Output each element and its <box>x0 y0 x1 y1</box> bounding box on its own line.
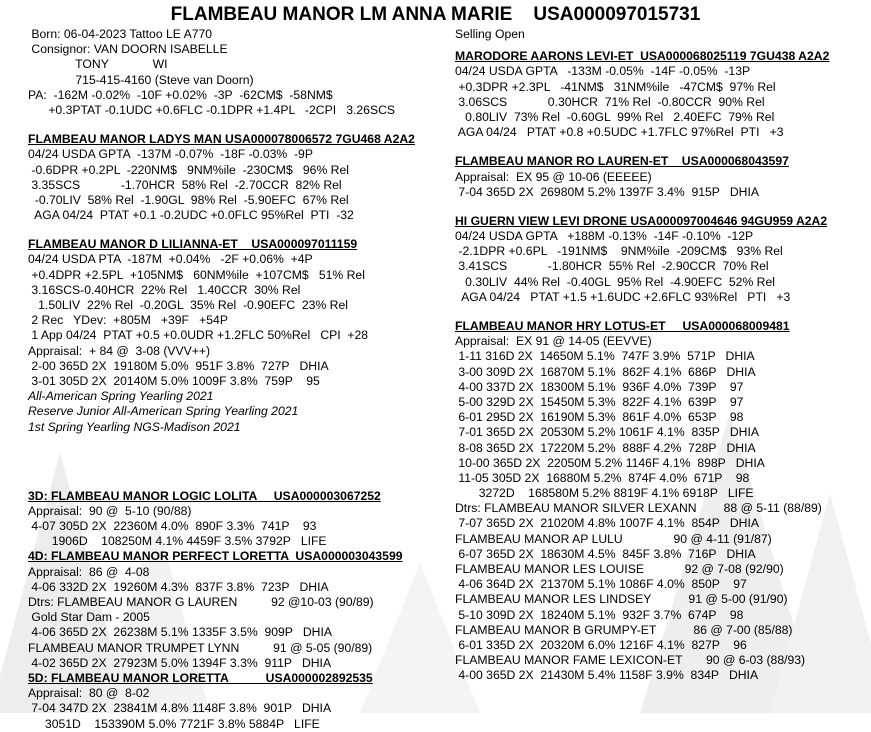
third-dam-block <box>28 489 453 550</box>
dam-line: 3-01 305D 2X 20140M 5.0% 1009F 3.8% 759P 95 <box>28 373 320 388</box>
third-dam-line: 4-07 305D 2X 22360M 4.0% 890F 3.3% 741P 93 <box>28 519 317 534</box>
granddam-line: 7-04 365D 2X 26980M 5.2% 1397F 3.4% 915P DHIA <box>455 184 759 199</box>
selling-status: Selling Open <box>455 27 525 41</box>
fifth-dam-line: Appraisal: 80 @ 8-02 <box>28 686 150 701</box>
lotus-line: FLAMBEAU MANOR FAME LEXICON-ET 90 @ 6-03 (88/93) <box>455 653 806 668</box>
pa-line: PA: -162M -0.02% -10F +0.02% -3P -62CM$ -58NM$ <box>28 87 333 102</box>
left-column <box>28 27 453 732</box>
lotus-line: 7-01 365D 2X 20530M 5.2% 1061F 4.1% 835P DHIA <box>455 425 759 440</box>
lotus-line: 5-10 309D 2X 18240M 5.1% 932F 3.7% 674P 98 <box>455 607 744 622</box>
fourth-dam-line: Dtrs: FLAMBEAU MANOR G LAUREN 92 @10-03 (90/89) <box>28 595 374 609</box>
lotus-line: Dtrs: FLAMBEAU MANOR SILVER LEXANN 88 @ 5-11 (88/89) <box>455 501 822 516</box>
lotus-line: 6-01 335D 2X 20320M 6.0% 1216F 4.1% 827P 96 <box>455 637 747 652</box>
fifth-dam-line: 3051D 153390M 5.0% 7721F 3.8% 5884P LIFE <box>28 716 320 731</box>
dam-line: 3.16SCS-0.40HCR 22% Rel 1.40CCR 30% Rel <box>28 282 301 297</box>
fourth-dam-line: 4-02 365D 2X 27923M 5.0% 1394F 3.3% 911P DHIA <box>28 655 332 670</box>
mggs-line: 04/24 USDA GPTA +188M -0.13% -14F -0.10% -12P <box>455 229 754 244</box>
fourth-dam-line: Gold Star Dam - 2005 <box>28 610 150 625</box>
dam-line: 1 App 04/24 PTAT +0.5 +0.0UDR +1.2FLC 50%Rel CPI +28 <box>28 328 369 343</box>
sire-block <box>28 132 453 223</box>
consignor: Consignor: VAN DOORN ISABELLE <box>28 42 228 57</box>
lotus-line: 4-06 364D 2X 21370M 5.1% 1086F 4.0% 850P 97 <box>455 577 747 592</box>
third-dam-line: Appraisal: 90 @ 5-10 (90/88) <box>28 503 192 518</box>
mggs-line: AGA 04/24 PTAT +1.5 +1.6UDC +2.6FLC 93%Rel PTI +3 <box>455 289 791 304</box>
sire-line: AGA 04/24 PTAT +0.1 -0.2UDC +0.0FLC 95%Rel PTI -32 <box>28 208 354 223</box>
lotus-block <box>455 319 865 684</box>
fourth-dam-heading: 4D: FLAMBEAU MANOR PERFECT LORETTA USA000003043599 <box>28 549 403 564</box>
dam-line: +0.4DPR +2.5PL +105NM$ 60NM%ile +107CM$ 51% Rel <box>28 267 365 282</box>
consignor-phone: 715-415-4160 (Steve van Doorn) <box>28 72 254 87</box>
mgs-line: +0.3DPR +2.3PL -41NM$ 31NM%ile -47CM$ 97% Rel <box>455 79 776 94</box>
consignor-detail: TONY WI <box>28 57 168 72</box>
sire-line: -0.6DPR +0.2PL -220NM$ 9NM%ile -230CM$ 96% Rel <box>28 162 349 177</box>
lotus-line: 11-05 305D 2X 16880M 5.2% 874F 4.0% 671P 98 <box>455 470 750 485</box>
dam-line: 04/24 USDA PTA -187M +0.04% -2F +0.06% +4P <box>28 252 313 267</box>
lotus-line: 6-07 365D 2X 18630M 4.5% 845F 3.8% 716P DHIA <box>455 546 756 561</box>
mgs-heading: MARODORE AARONS LEVI-ET USA000068025119 7GU438 A2A2 <box>455 49 830 64</box>
mggs-line: 0.30LIV 44% Rel -0.40GL 95% Rel -4.90EFC 52% Rel <box>455 274 775 289</box>
lotus-line: 4-00 365D 2X 21430M 5.4% 1158F 3.9% 834P DHIA <box>455 668 759 683</box>
dam-line: 2-00 365D 2X 19180M 5.0% 951F 3.8% 727P DHIA <box>28 358 329 373</box>
dam-line: 1.50LIV 22% Rel -0.20GL 35% Rel -0.90EFC 23% Rel <box>28 298 348 312</box>
mggs-line: -2.1DPR +0.6PL -191NM$ 9NM%ile -209CM$ 93% Rel <box>455 244 783 259</box>
third-dam-heading: 3D: FLAMBEAU MANOR LOGIC LOLITA USA000003067252 <box>28 488 381 503</box>
mggs-heading: HI GUERN VIEW LEVI DRONE USA000097004646 94GU959 A2A2 <box>455 213 828 228</box>
dam-honor: Reserve Junior All-American Spring Yearling 2021 <box>28 404 299 419</box>
dam-honor: All-American Spring Yearling 2021 <box>28 389 214 404</box>
lotus-line: 3-00 309D 2X 16870M 5.1% 862F 4.1% 686P DHIA <box>455 364 756 379</box>
fourth-dam-line: FLAMBEAU MANOR TRUMPET LYNN 91 @ 5-05 (90/89) <box>28 640 373 655</box>
fourth-dam-block <box>28 549 453 671</box>
sire-line: 04/24 USDA GPTA -137M -0.07% -18F -0.03% -9P <box>28 147 313 162</box>
lotus-line: 7-07 365D 2X 21020M 4.8% 1007F 4.1% 854P DHIA <box>455 516 759 531</box>
birth-info: Born: 06-04-2023 Tattoo LE A770 <box>28 27 213 41</box>
fourth-dam-line: 4-06 332D 2X 19260M 4.3% 837F 3.8% 723P DHIA <box>28 579 329 594</box>
fourth-dam-line: 4-06 365D 2X 26238M 5.1% 1335F 3.5% 909P DHIA <box>28 625 332 640</box>
dam-line: Appraisal: + 84 @ 3-08 (VVV++) <box>28 343 211 358</box>
mgs-block <box>455 49 865 140</box>
pa-line: +0.3PTAT -0.1UDC +0.6FLC -0.1DPR +1.4PL -2CPI 3.26SCS <box>28 102 396 117</box>
lotus-line: 6-01 295D 2X 16190M 5.3% 861F 4.0% 653P 98 <box>455 410 744 425</box>
page-title: FLAMBEAU MANOR LM ANNA MARIE USA000097015731 <box>170 4 701 25</box>
intro-block <box>28 27 453 118</box>
third-dam-line: 1906D 108250M 4.1% 4459F 3.5% 3792P LIFE <box>28 534 327 549</box>
mggs-line: 3.41SCS -1.80HCR 55% Rel -2.90CCR 70% Rel <box>455 259 769 274</box>
lotus-line: FLAMBEAU MANOR LES LOUISE 92 @ 7-08 (92/90) <box>455 562 784 576</box>
lotus-line: 4-00 337D 2X 18300M 5.1% 936F 4.0% 739P 97 <box>455 379 744 394</box>
fifth-dam-line: 7-04 347D 2X 23841M 4.8% 1148F 3.8% 901P DHIA <box>28 701 332 716</box>
granddam-block <box>455 154 865 200</box>
lotus-line: FLAMBEAU MANOR LES LINDSEY 91 @ 5-00 (91/90) <box>455 592 788 607</box>
lotus-line: 5-00 329D 2X 15450M 5.3% 822F 4.1% 639P 97 <box>455 394 744 409</box>
mggs-block <box>455 214 865 305</box>
lotus-line: 8-08 365D 2X 17220M 5.2% 888F 4.2% 728P DHIA <box>455 440 756 455</box>
fourth-dam-line: Appraisal: 86 @ 4-08 <box>28 564 150 579</box>
mgs-line: AGA 04/24 PTAT +0.8 +0.5UDC +1.7FLC 97%Rel PTI +3 <box>455 125 784 140</box>
mgs-line: 0.80LIV 73% Rel -0.60GL 99% Rel 2.40EFC 79% Rel <box>455 109 775 124</box>
lotus-line: 10-00 365D 2X 22050M 5.2% 1146F 4.1% 898P DHIA <box>455 455 765 470</box>
lotus-heading: FLAMBEAU MANOR HRY LOTUS-ET USA000068009481 <box>455 319 790 333</box>
fifth-dam-heading: 5D: FLAMBEAU MANOR LORETTA USA000002892535 <box>28 670 373 685</box>
sire-heading: FLAMBEAU MANOR LADYS MAN USA000078006572 7GU468 A2A2 <box>28 132 415 147</box>
dam-heading: FLAMBEAU MANOR D LILIANNA-ET USA000097011159 <box>28 237 358 252</box>
mgs-line: 04/24 USDA GPTA -133M -0.05% -14F -0.05% -13P <box>455 64 751 79</box>
mgs-line: 3.06SCS 0.30HCR 71% Rel -0.80CCR 90% Rel <box>455 94 765 109</box>
dam-block <box>28 237 453 434</box>
lotus-line: 3272D 168580M 5.2% 8819F 4.1% 6918P LIFE <box>455 486 754 501</box>
lotus-line: Appraisal: EX 91 @ 14-05 (EEVVE) <box>455 334 652 349</box>
granddam-heading: FLAMBEAU MANOR RO LAUREN-ET USA000068043597 <box>455 154 789 169</box>
sire-line: -0.70LIV 58% Rel -1.90GL 98% Rel -5.90EFC 67% Rel <box>28 192 349 207</box>
lotus-line: FLAMBEAU MANOR B GRUMPY-ET 86 @ 7-00 (85/88) <box>455 622 793 637</box>
right-column <box>455 27 865 684</box>
lotus-line: FLAMBEAU MANOR AP LULU 90 @ 4-11 (91/87) <box>455 531 772 546</box>
granddam-line: Appraisal: EX 95 @ 10-06 (EEEEE) <box>455 169 652 184</box>
dam-line: 2 Rec YDev: +805M +39F +54P <box>28 313 228 328</box>
lotus-line: 1-11 316D 2X 14650M 5.1% 747F 3.9% 571P DHIA <box>455 349 755 364</box>
fifth-dam-block <box>28 671 453 732</box>
sire-line: 3.35SCS -1.70HCR 58% Rel -2.70CCR 82% Rel <box>28 177 342 192</box>
dam-honor: 1st Spring Yearling NGS-Madison 2021 <box>28 419 241 434</box>
